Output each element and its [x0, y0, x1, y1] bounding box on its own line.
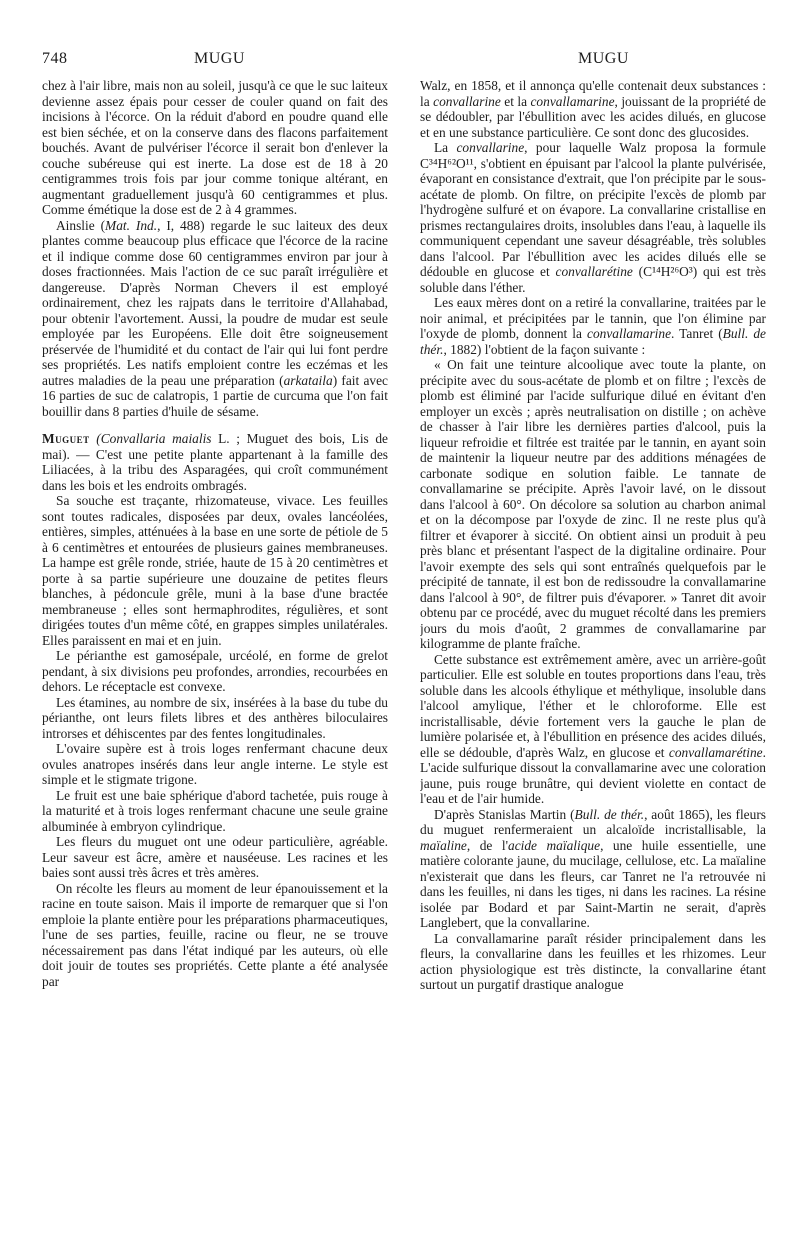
text-run: La: [434, 140, 457, 155]
term-italic: convallarine: [433, 93, 501, 109]
text-run: , I, 488) regarde le suc laiteux des deux plantes comme beaucoup plus efficace que l'écorce de la racine et il indique comme dose 60 centigrammes environ par jour à doses fractionnées. Mais l'action de ce suc paraît irrégulière et dangereuse. D'après Norman Chevers il est employé ordinairement, chez les rajpats dans le territoire d'Allahabad, pour obtenir l'avortement. Aussi, la poudre de mudar est seule employée par les Européens. Elle doit être soigneusement préservée de l'humidité et du contact de l'air qui lui font perdre ses propriétés. Les natifs emploient contre les eczémas et les autres maladies de la peau une préparation (: [42, 217, 388, 388]
left-column: [42, 78, 388, 989]
text-run: . Tanret (: [671, 326, 723, 341]
paragraph: [420, 807, 766, 931]
text-run: L. ; Muguet des bois, Lis de mai). — C'est une petite plante appartenant à la famille des Liliacées, à la tribu des Asparagées, qui croît communément dans les bois et les endroits ombragés.: [42, 431, 388, 493]
entry-species: (Convallaria maialis: [89, 431, 212, 446]
term-italic: maïaline: [420, 837, 467, 853]
running-head-right: MUGU: [578, 50, 629, 67]
term-italic: arkataila: [283, 372, 333, 388]
running-head-left: MUGU: [194, 50, 245, 67]
paragraph: [420, 295, 766, 357]
text-run: D'après Stanislas Martin (: [434, 806, 575, 822]
paragraph: La convallamarine paraît résider principalement dans les fleurs, la convallarine dans les feuilles et les rhizomes. Leur action physiologique est très distincte, la convallarine étant surtout un purgatif drastique analogue: [420, 930, 766, 992]
entry-gap: [42, 419, 388, 431]
right-column: [420, 78, 766, 993]
term-italic: convallamarétine: [668, 744, 763, 760]
text-run: et la: [500, 93, 531, 109]
text-run: , de l': [466, 837, 508, 853]
paragraph: [420, 140, 766, 295]
text-run: , août 1865), les fleurs du muguet renfermeraient un alcaloïde incristallisable, la: [420, 806, 766, 837]
paragraph: Les étamines, au nombre de six, insérées à la base du tube du périanthe, ont leurs filets libres et des anthères biloculaires introrses et déhiscentes par des fentes longitudinales.: [42, 694, 388, 741]
paragraph: On récolte les fleurs au moment de leur épanouissement et la racine en toute saison. Mais il importe de remarquer que si l'on emploie la plante entière pour les préparations pharmaceutiques, l'une de ses parties, feuille, racine ou fleur, ne se trouve nécessairement pas dans l'état indiqué par les auteurs, où elle doit jouir de toutes ses propriétés. Cette plante a été analysée par: [42, 880, 388, 989]
text-run: Cette substance est extrêmement amère, avec un arrière-goût particulier. Elle est soluble en toutes proportions dans l'eau, très soluble dans les alcools éthylique et méthylique, insoluble dans l'alcool amylique, l'éther et le chloroforme. Elle est incristallisable, dévie fortement vers la gauche le plan de lumière polarisée et, à l'ébullition en présence des acides dilués, elle se dédouble, d'après Walz, en glucose et: [420, 651, 766, 760]
text-run: . L'acide sulfurique dissout la convallamarine avec une coloration jaune, puis rouge brunâtre, qui devient violette en contact de l'eau et de l'air humide.: [420, 744, 766, 806]
text-run: Walz, en 1858, et il annonça qu'elle contenait deux substances : la: [420, 78, 766, 109]
paragraph: Les fleurs du muguet ont une odeur particulière, agréable. Leur saveur est âcre, amère et nauséeuse. Les racines et les baies sont aussi très âcres et très amères.: [42, 834, 388, 880]
text-run: , une huile essentielle, une matière colorante jaune, du mucilage, cellulose, etc. La maïaline n'existerait que dans les fleurs, car Tanret ne l'a retrouvée ni dans les feuilles, ni dans les tiges, ni dans les racines. La résine isolée par Bodard et par Saint-Martin ne serait, d'après Langlebert, que la convallarine.: [420, 837, 766, 930]
paragraph: Le fruit est une baie sphérique d'abord tachetée, puis rouge à la maturité et à trois loges renfermant chacune une seule graine albuminée à embryon cylindrique.: [42, 787, 388, 834]
page-number: 748: [42, 50, 68, 67]
term-italic: convallamarine: [587, 326, 672, 341]
paragraph: chez à l'air libre, mais non au soleil, jusqu'à ce que le suc laiteux devienne assez épais pour cesser de couler quand on fait des incisions à l'écorce. On la réduit d'abord en poudre quand elle est bien séchée, et on la conserve dans des flacons parfaitement bouchés. Avant de pulvériser l'écorce il serait bon d'enlever la couche subéreuse qui est inerte. La dose est de 18 à 20 centigrammes trois fois par jour comme tonique altérant, en augmentant graduellement jusqu'à 60 centigrammes et plus. Comme émétique la dose est de 2 à 4 grammes.: [42, 78, 388, 217]
text-run: , 1882) l'obtient de la façon suivante :: [443, 341, 646, 357]
paragraph: [420, 652, 766, 807]
text-run: Les eaux mères dont on a retiré la convallarine, traitées par le noir animal, et précipitées par le tannin, que l'on élimine par l'oxyde de plomb, donnent la: [420, 295, 766, 341]
entry-headword: Muguet: [42, 431, 90, 446]
term-italic: convallarine: [456, 140, 525, 155]
paragraph: L'ovaire supère est à trois loges renfermant chacune deux ovules anatropes insérés dans leur angle interne. Le style est simple et le stigmate trigone.: [42, 741, 388, 787]
term-italic: convallarétine: [555, 264, 633, 279]
paragraph: [420, 78, 766, 140]
text-run: Ainslie (: [56, 217, 106, 233]
entry-paragraph: [42, 431, 388, 493]
term-italic: convallamarine: [530, 93, 615, 109]
text-run: , jouissant de la propriété de se dédoubler, par l'ébullition avec les acides dilués, en glucose et en une substance particulière. Ce sont donc des glucosides.: [420, 93, 766, 140]
text-run: , pour laquelle Walz proposa la formule C³⁴H⁶²O¹¹, s'obtient en épuisant par l'alcool la plante pulvérisée, évaporant en consistance d'extrait, que l'on précipite par le sous-acétate de plomb. On filtre, on précipite l'excès de plomb par l'hydrogène sulfuré et on évapore. La convallarine cristallise en prismes rectangulaires droits, insolubles dans l'eau, à laquelle ils communiquent cependant une saveur désagréable, très solubles dans l'alcool. Par l'ébullition avec les acides dilués elle se dédouble en glucose et: [420, 140, 766, 279]
paragraph: Sa souche est traçante, rhizomateuse, vivace. Les feuilles sont toutes radicales, disposées par deux, ovales lancéolées, entières, simples, atténuées à la base en une sorte de pétiole de 5 à 6 centimètres et entourées de plusieurs gaines membraneuses. La hampe est grêle ronde, striée, haute de 15 à 20 centimètres et porte à sa partie supérieure une douzaine de petites fleurs blanches, à pédoncule grêle, muni à la base d'une bractée membraneuse ; elles sont hermaphrodites, régulières, et sont dirigées toutes d'un même côté, en grappes simples unilatérales. Elles paraissent en mai et en juin.: [42, 493, 388, 648]
citation-italic: Bull. de thér.: [574, 806, 645, 822]
citation-italic: Bull. de thér.: [420, 326, 766, 357]
text-run: ) fait avec 16 parties de suc de calatropis, 1 partie de curcuma que l'on fait bouillir dans 8 parties d'huile de sésame.: [42, 372, 388, 419]
citation-italic: Mat. Ind.: [105, 217, 158, 233]
paragraph-quote: « On fait une teinture alcoolique avec toute la plante, on précipite avec du sous-acétate de plomb et on filtre ; l'excès de plomb est éliminé par l'acide sulfurique dilué en évitant d'en employer un excès ; après neutralisation on distille ; on achève de chasser à l'air libre les dernières parties d'alcool, puis la liqueur refroidie et filtrée est traitée par le tannin, en ayant soin de maintenir la liqueur neutre par des additions ménagées de carbonate sodique en solution faible. Le tannate de convallamarine se précipite. Après l'avoir lavé, on le dissout dans l'alcool à 60°. On décolore sa solution au charbon animal et on la décompose par l'oxyde de zinc. Il ne reste plus qu'à filtrer et évaporer à siccité. On obtient ainsi un produit à peu près blanc et présentant l'aspect de la digitaline ordinaire. Pour l'avoir exempte des sels qui sont entraînés quelquefois par le précipité de tannate, il est bon de redissoudre la convallamarine dans l'alcool à 90°, de filtrer puis d'évaporer. » Tanret dit avoir obtenu par ce procédé, avec du muguet récolté dans les premiers jours du mois d'août, 2 grammes de convallamarine par kilogramme de plante fraîche.: [420, 357, 766, 651]
text-run: (C¹⁴H²⁶O³) qui est très soluble dans l'éther.: [420, 264, 766, 295]
term-italic: acide maïalique: [508, 837, 601, 853]
paragraph: Le périanthe est gamosépale, urcéolé, en forme de grelot pendant, à six divisions peu profondes, arrondies, recourbées en dehors. Le réceptacle est convexe.: [42, 648, 388, 694]
paragraph: [42, 218, 388, 420]
